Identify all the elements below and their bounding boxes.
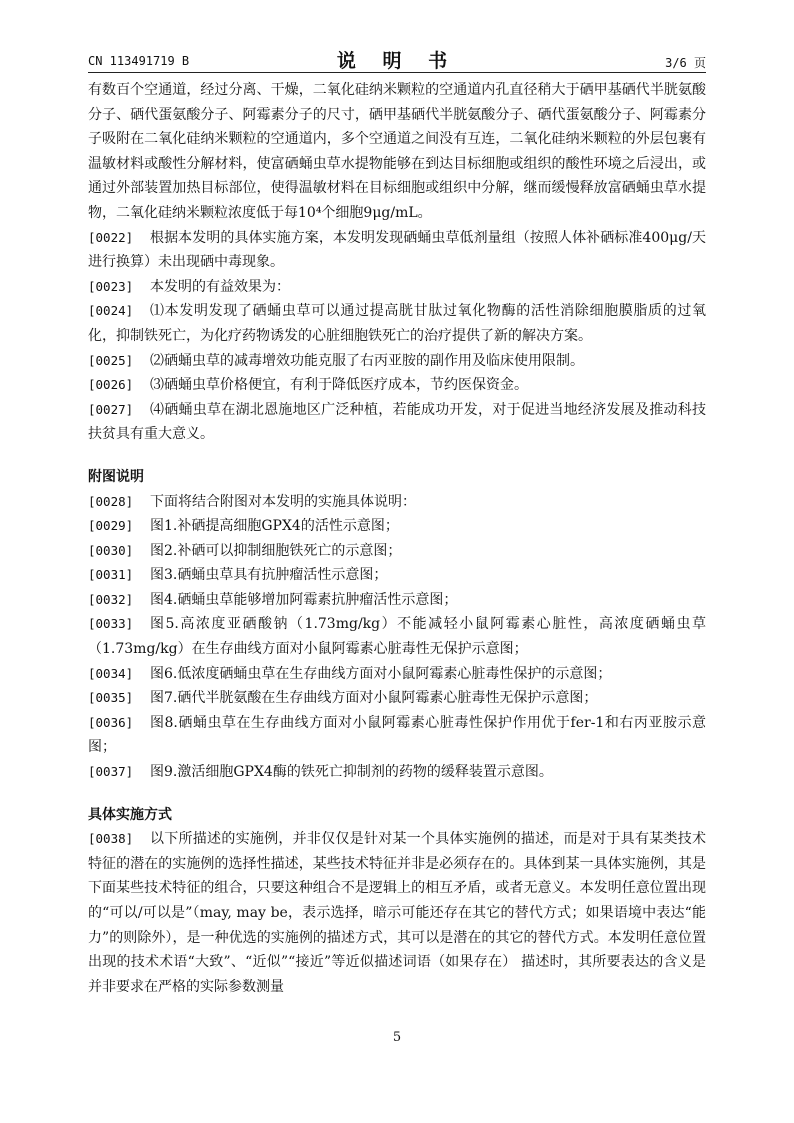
page-indicator: 3/6 页: [665, 56, 706, 70]
paragraph-number: [0032]: [88, 591, 134, 607]
continuation-paragraph: 有数百个空通道，经过分离、干燥，二氧化硅纳米颗粒的空通道内孔直径稍大于硒甲基硒代半胱氨酸分子、硒代蛋氨酸分子、阿霉素分子的尺寸，硒甲基硒代半胱氨酸分子、硒代蛋氨酸分子、阿霉素分子吸附在二氧化硅纳米颗粒的空通道内，多个空通道之间没有互连，二氧化硅纳米颗粒的外层包裹有温敏材料或酸性分解材料，使富硒蛹虫草水提物能够在到达目标细胞或组织的酸性环境之后浸出，或通过外部装置加热目标部位，使得温敏材料在目标细胞或组织中分解，继而缓慢释放富硒蛹虫草水提物，二氧化硅纳米颗粒浓度低于每10⁴个细胞9μg/mL。: [88, 82, 706, 221]
paragraph-text: 图7.硒代半胱氨酸在生存曲线方面对小鼠阿霉素心脏毒性无保护示意图；: [150, 690, 598, 707]
paragraph-number: [0024]: [88, 303, 134, 319]
paragraph-number: [0037]: [88, 764, 134, 780]
paragraph-text: ⑵硒蛹虫草的减毒增效功能克服了右丙亚胺的副作用及临床使用限制。: [150, 352, 584, 369]
paragraph: [88, 349, 706, 374]
paragraph-number: [0023]: [88, 278, 134, 294]
paragraph-text: 图4.硒蛹虫草能够增加阿霉素抗肿瘤活性示意图；: [150, 591, 458, 608]
paragraph-number: [0034]: [88, 665, 134, 681]
document-title: 说 明 书: [336, 50, 458, 72]
paragraph: [88, 760, 706, 785]
document-body: [88, 78, 706, 999]
paragraph: [88, 686, 706, 711]
paragraph: [88, 588, 706, 613]
paragraph-number: [0026]: [88, 377, 134, 393]
paragraph-number: [0027]: [88, 401, 134, 417]
page-number: 5: [392, 1030, 402, 1045]
paragraph-text: 图1.补硒提高细胞GPX4的活性示意图；: [150, 518, 399, 535]
section-figures: [88, 490, 706, 785]
paragraph: [88, 373, 706, 398]
section-embodiments: [88, 827, 706, 999]
patent-number: CN 113491719 B: [88, 54, 190, 68]
paragraph: [88, 226, 706, 275]
paragraph-text: 图9.激活细胞GPX4酶的铁死亡抑制剂的药物的缓释装置示意图。: [150, 764, 553, 781]
paragraph: [88, 398, 706, 447]
paragraph-text: 根据本发明的具体实施方案，本发明发现硒蛹虫草低剂量组（按照人体补硒标准400μg/天进行换算）未出现硒中毒现象。: [88, 229, 706, 271]
paragraph-text: 以下所描述的实施例，并非仅仅是针对某一个具体实施例的描述，而是对于具有某类技术特征的潜在的实施例的选择性描述，某些技术特征并非是必须存在的。具体到某一具体实施例，其是下面某些技术特征的组合，只要这种组合不是逻辑上的相互矛盾，或者无意义。本发明任意位置出现的“可以/可以是”（may, may be，表示选择，暗示可能还存在其它的替代方式；如果语境中表达“能力”的则除外），是一种优选的实施例的描述方式，其可以是潜在的其它的替代方式。本发明任意位置出现的技术术语“大致”、“近似”“接近”等近似描述词语（如果存在） 描述时，其所要表达的含义是并非要求在严格的实际参数测量: [88, 831, 706, 995]
paragraph: [88, 514, 706, 539]
heading-figures: 附图说明: [88, 468, 144, 485]
section-effects: [88, 226, 706, 447]
paragraph: [88, 539, 706, 564]
paragraph: [88, 490, 706, 515]
paragraph-number: [0029]: [88, 518, 134, 534]
paragraph-text: ⑴本发明发现了硒蛹虫草可以通过提高胱甘肽过氧化物酶的活性消除细胞膜脂质的过氧化，抑制铁死亡，为化疗药物诱发的心脏细胞铁死亡的治疗提供了新的解决方案。: [88, 303, 706, 344]
paragraph-number: [0031]: [88, 567, 134, 583]
paragraph: [88, 711, 706, 760]
paragraph-text: ⑶硒蛹虫草价格便宜，有利于降低医疗成本，节约医保资金。: [150, 377, 528, 394]
paragraph-text: 图6.低浓度硒蛹虫草在生存曲线方面对小鼠阿霉素心脏毒性保护的示意图；: [150, 665, 612, 682]
paragraph: [88, 612, 706, 661]
paragraph-number: [0030]: [88, 542, 134, 558]
paragraph-text: 图5.高浓度亚硒酸钠（1.73mg/kg）不能减轻小鼠阿霉素心脏性，高浓度硒蛹虫草（1.73mg/kg）在生存曲线方面对小鼠阿霉素心脏毒性无保护示意图；: [88, 616, 706, 658]
paragraph: [88, 662, 706, 687]
paragraph-number: [0038]: [88, 831, 134, 847]
paragraph-number: [0035]: [88, 690, 134, 706]
paragraph: [88, 827, 706, 999]
paragraph-text: 本发明的有益效果为：: [150, 278, 290, 295]
paragraph-text: ⑷硒蛹虫草在湖北恩施地区广泛种植，若能成功开发，对于促进当地经济发展及推动科技扶贫具有重大意义。: [88, 401, 706, 443]
paragraph-text: 图2.补硒可以抑制细胞铁死亡的示意图；: [150, 542, 402, 559]
page-footer: [0, 1030, 794, 1045]
paragraph-number: [0036]: [88, 714, 134, 730]
paragraph: [88, 299, 706, 348]
page-header: [88, 44, 706, 73]
paragraph: [88, 563, 706, 588]
paragraph-number: [0033]: [88, 616, 134, 632]
paragraph-text: 图8.硒蛹虫草在生存曲线方面对小鼠阿霉素心脏毒性保护作用优于fer-1和右丙亚胺示意图；: [88, 714, 706, 756]
paragraph-number: [0025]: [88, 352, 134, 368]
paragraph-text: 图3.硒蛹虫草具有抗肿瘤活性示意图；: [150, 567, 388, 584]
paragraph-number: [0022]: [88, 229, 134, 245]
paragraph-number: [0028]: [88, 493, 134, 509]
paragraph: [88, 275, 706, 300]
heading-embodiments: 具体实施方式: [88, 806, 172, 823]
paragraph-text: 下面将结合附图对本发明的实施具体说明：: [150, 493, 416, 510]
